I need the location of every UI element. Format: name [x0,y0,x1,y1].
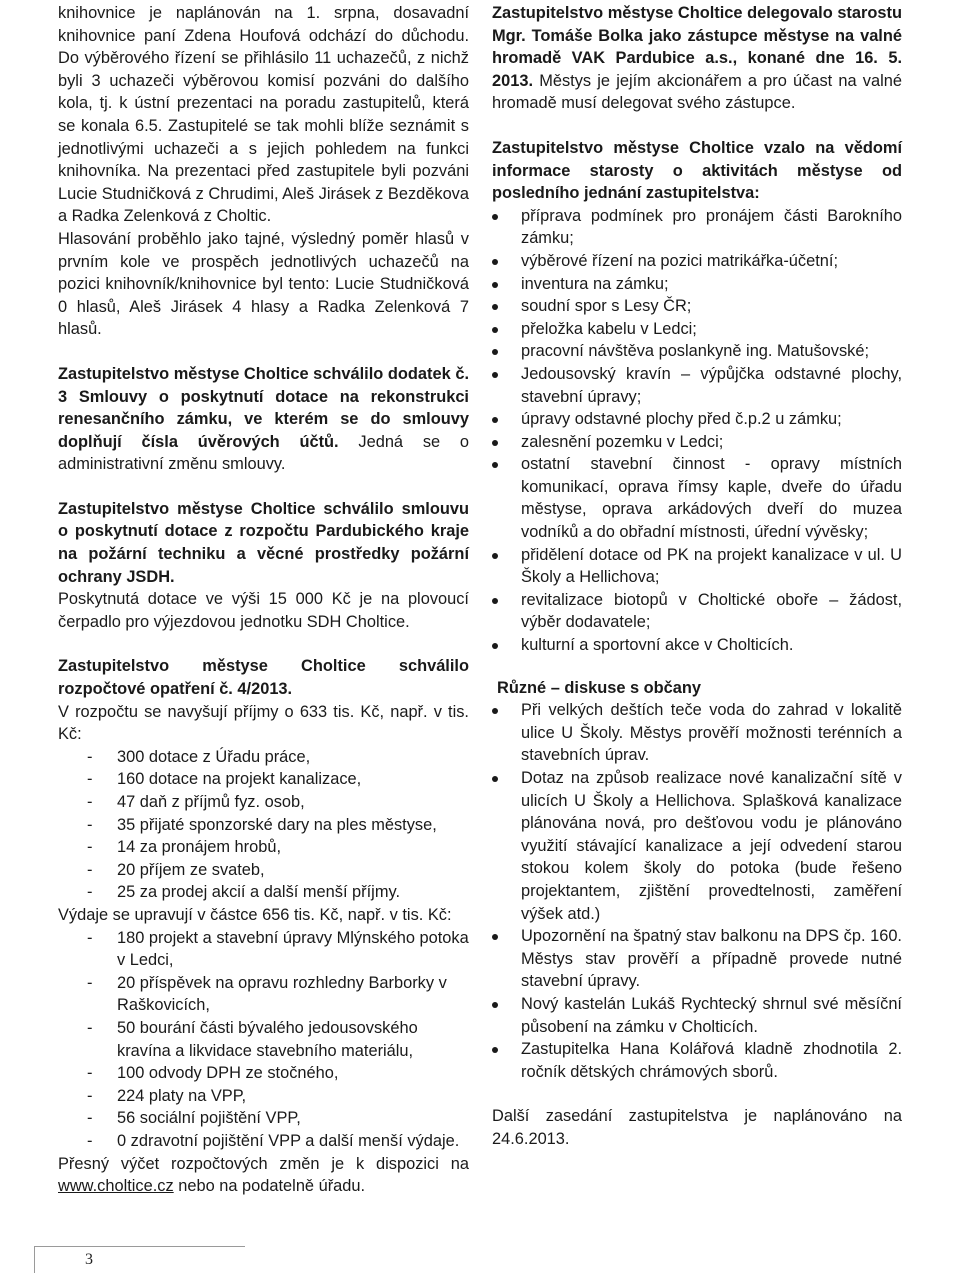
list-item: Dotaz na způsob realizace nové kanalizační sítě v ulicích U Školy a Hellichova. Splašková kanalizace plánována nová, pro dešťovou vodu je plánováno využití stávající kanalizace a její odvedení starou stokou kolem školy do potoka (bude řešeno projektantem, zjištění provedtelnosti, zaměření výšek atd.) [492,767,902,925]
closing-paragraph: Přesný výčet rozpočtových změn je k dispozici na www.choltice.cz nebo na podatelně úřadu. [58,1154,469,1196]
list-item: ostatní stavební činnost - opravy místních komunikací, oprava římsy kaple, dveře do úřadu městyse, oprava arkádových dveří do muzea vodníků a do obřadní místnosti, úřední vývěsky; [492,453,902,543]
delegace-note: Městys je jejím akcionářem a pro účast na valné hromadě musí delegovat svého zástupce. [492,71,902,113]
smlouva-note: Poskytnutá dotace ve výši 15 000 Kč je na plovoucí čerpadlo pro výjezdovou jednotku SDH Choltice. [58,590,469,631]
list-item: - 0 zdravotní pojištění VPP a další menší výdaje. [87,1131,460,1150]
list-item: inventura na zámku; [492,273,902,296]
list-item: - 180 projekt a stavební úpravy Mlýnského potoka v Ledci, [87,928,469,970]
list-item: - 20 příspěvek na opravu rozhledny Barborky v Raškovicích, [87,973,447,1015]
page-number: 3 [85,1251,93,1268]
list-item: Upozornění na špatný stav balkonu na DPS čp. 160. Městys stav prověří a případně provede nutné stavební úpravy. [492,925,902,993]
dalsi-zasedani: Další zasedání zastupitelstva je naplánováno na 24.6.2013. [492,1107,902,1148]
list-item: Nový kastelán Lukáš Rychtecký shrnul své měsíční působení na zámku v Cholticích. [492,993,902,1038]
list-item: - 160 dotace na projekt kanalizace, [87,770,362,789]
prijmy-intro: V rozpočtu se navyšují příjmy o 633 tis. Kč, např. v tis. Kč: [58,702,469,744]
list-item: - 14 za pronájem hrobů, [87,838,282,857]
vydaje-intro: Výdaje se upravují v částce 656 tis. Kč, např. v tis. Kč: [58,905,452,924]
left-column [58,2,469,1198]
list-item: příprava podmínek pro pronájem části Barokního zámku; [492,205,902,250]
dodatek-resolution: Zastupitelstvo městyse Choltice schválilo dodatek č. 3 Smlouvy o poskytnutí dotace na rekonstrukci renesančního zámku, ve kterém se do smlouvy doplňují čísla úvěrových účtů. [58,364,469,451]
list-item: - 35 přijaté sponzorské dary na ples městyse, [87,815,437,834]
list-item: - 47 daň z příjmů fyz. osob, [87,793,305,811]
hlasovani-paragraph: Hlasování proběhlo jako tajné, výsledný poměr hlasů v prvním kole ve prospěch jednotlivých uchazečů na pozici knihovník/knihovnice byl tento: Lucie Studničková 0 hlasů, Aleš Jirásek 4 hlasy a Radka Zelenková 7 hlasů. [58,229,469,339]
dodatek-note: Jedná se o administrativní změnu smlouvy. [58,432,470,474]
choltice-website-link[interactable]: www.choltice.cz [58,1177,174,1196]
list-item: Zastupitelka Hana Kolářová kladně zhodnotila 2. ročník dětských chrámových sborů. [492,1038,902,1083]
list-item: pracovní návštěva poslankyně ing. Matušovské; [492,340,902,363]
dodatek-paragraph [58,363,469,476]
rozpocet-resolution: Zastupitelstvo městyse Choltice schválilo rozpočtové opatření č. 4/2013. [58,657,469,699]
delegace-resolution: Zastupitelstvo městyse Choltice delegovalo starostu Mgr. Tomáše Bolka jako zástupce městyse na valné hromadě VAK Pardubice a.s., konané dne 16. 5. 2013. [492,4,902,90]
list-item: přidělení dotace od PK na projekt kanalizace v ul. U Školy a Hellichova; [492,544,902,589]
list-item: Při velkých deštích teče voda do zahrad v lokalitě ulice U Školy. Městys prověří možnosti terénních a stavebních úprav. [492,699,902,767]
smlouva-resolution: Zastupitelstvo městyse Choltice schválilo smlouvu o poskytnutí dotace z rozpočtu Pardubického kraje na požární techniku a věcné prostředky požární ochrany JSDH. [58,499,469,586]
list-item: - 100 odvody DPH ze stočného, [87,1064,339,1083]
ruzne-list [492,699,902,1083]
list-item: úpravy odstavné plochy před č.p.2 u zámku; [492,408,902,431]
list-item: zalesnění pozemku v Ledci; [492,431,902,454]
list-item: přeložka kabelu v Ledci; [492,318,902,341]
right-column [492,2,902,1151]
list-item: revitalizace biotopů v Choltické oboře – žádost, výběr dodavatele; [492,589,902,634]
list-item: - 25 za prodej akcií a další menší příjmy. [87,883,401,902]
list-item: - 20 příjem ze svateb, [87,860,265,879]
list-item: - 224 platy na VPP, [87,1086,247,1105]
vydaje-list [58,927,469,1153]
prijmy-list [58,746,469,904]
knihovnik-paragraph: knihovnice je naplánován na 1. srpna, dosavadní knihovnice paní Zdena Houfová odchází do důchodu. Do výběrového řízení se přihlásilo 11 uchazečů, z nichž byli 3 uchazeči výběrovou komisí pozváni do dalšího kola, tj. k ústní prezentaci na poradu zastupitelů, která se konala 6.5. Zastupitelé se tak mohli blíže seznámit s jednotlivými uchazeči a s jejich pohledem na funkci knihovníka. Na prezentaci před zastupitele byli pozváni Lucie Studničková z Chrudimi, Aleš Jirásek z Bezděkova a Radka Zelenková z Choltic. [58,4,469,226]
aktivity-list [492,205,902,657]
list-item: - 56 sociální pojištění VPP, [87,1109,301,1128]
informace-resolution: Zastupitelstvo městyse Choltice vzalo na vědomí informace starosty o aktivitách městyse od posledního jednání zastupitelstva: [492,138,902,203]
list-item: kulturní a sportovní akce v Cholticích. [492,634,902,657]
list-item: - 300 dotace z Úřadu práce, [87,747,311,766]
page-footer [34,1246,245,1273]
ruzne-heading: Různé – diskuse s občany [497,678,702,697]
delegace-paragraph [492,2,902,115]
list-item: - 50 bourání části bývalého jedousovského kravína a likvidace stavebního materiálu, [87,1018,418,1060]
list-item: výběrové řízení na pozici matrikářka-účetní; [492,250,902,273]
list-item: soudní spor s Lesy ČR; [492,295,902,318]
list-item: Jedousovský kravín – výpůjčka odstavné plochy, stavební úpravy; [492,363,902,408]
